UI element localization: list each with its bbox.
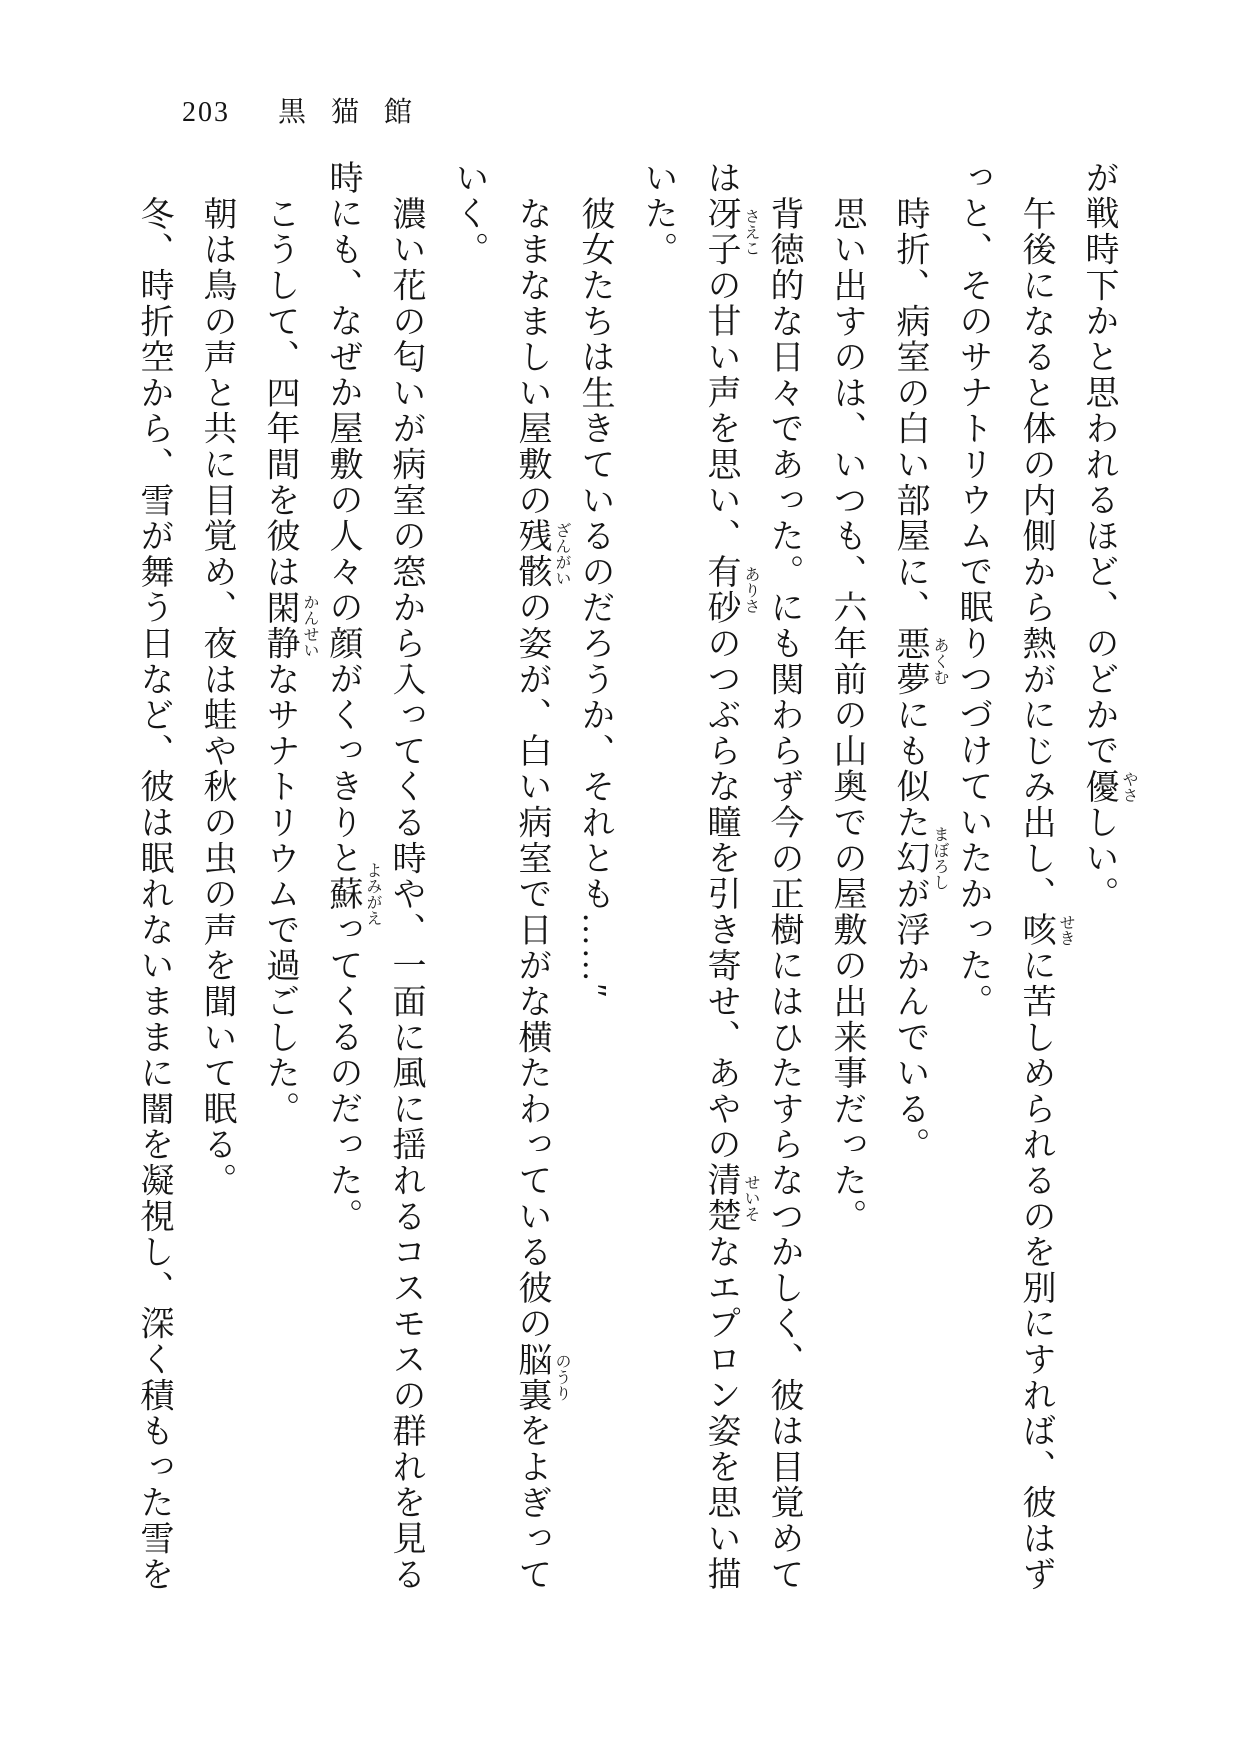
- ruby-base: 悪夢 あくむ: [891, 625, 948, 698]
- vertical-text-block: [116, 160, 1137, 1600]
- ruby-base: 残骸 ざんがい: [513, 518, 570, 590]
- ruby-base: 有砂 ありさ: [702, 553, 759, 626]
- text-column-2: 午後になると体の内側から熱がにじみ出し、咳 せき に苦しめられるのを別にすれば、彼はず: [1017, 196, 1074, 1593]
- text-column-1: が戦時下かと思われるほど、のどかで優 やさ しい。: [1080, 160, 1137, 912]
- furigana: せいそ: [742, 1174, 759, 1223]
- text-column-6: 背徳的な日々であった。にも関わらず今の正樹にはひたすらなつかしく、彼は目覚めて: [765, 196, 802, 1593]
- furigana: のうり: [553, 1353, 570, 1402]
- furigana: ありさ: [742, 565, 759, 614]
- ruby-base: 閑静 かんせい: [261, 589, 318, 662]
- text-column-16: 冬、時折空から、雪が舞う日など、彼は眠れないままに闇を凝視し、深く積もった雪を: [135, 196, 172, 1593]
- ruby-base: 蘇 よみがえ: [324, 861, 381, 926]
- text-column-4: 時折、病室の白い部屋に、悪夢 あくむ にも似た幻 まぼろし が浮かんでいる。: [891, 196, 948, 1163]
- text-column-10: なまなましい屋敷の残骸 ざんがい の姿が、白い病室で日がな横たわっている彼の脳裏 のうり をよぎって: [513, 196, 570, 1593]
- text-column-5: 思い出すのは、いつも、六年前の山奥での屋敷の出来事だった。: [828, 196, 865, 1235]
- text-column-11: いく。: [450, 160, 487, 268]
- furigana: やさ: [1120, 770, 1137, 803]
- running-title: 黒猫館: [278, 97, 438, 128]
- ruby-base: 幻 まぼろし: [891, 826, 948, 891]
- furigana: さえこ: [742, 207, 759, 256]
- text-column-12: 濃い花の匂いが病室の窓から入ってくる時や、一面に風に揺れるコスモスの群れを見る: [387, 196, 424, 1593]
- text-column-14: こうして、四年間を彼は閑静 かんせい なサナトリウムで過ごした。: [261, 196, 318, 1127]
- text-column-8: いた。: [639, 160, 676, 268]
- furigana: あくむ: [931, 637, 948, 686]
- furigana: よみがえ: [364, 861, 381, 926]
- text-column-15: 朝は鳥の声と共に目覚め、夜は蛙や秋の虫の声を聞いて眠る。: [198, 196, 235, 1199]
- ruby-base: 清楚 せいそ: [702, 1162, 759, 1235]
- ruby-base: 咳 せき: [1017, 912, 1074, 948]
- text-column-7: は冴子 さえこ の甘い声を思い、有砂 ありさ のつぶらな瞳を引き寄せ、あやの清楚 せいそ なエプロン姿を思い描: [702, 160, 759, 1593]
- ruby-base: 優 やさ: [1080, 768, 1137, 805]
- furigana: せき: [1057, 913, 1074, 946]
- furigana: かんせい: [301, 593, 318, 658]
- page-number: 203: [182, 97, 230, 128]
- ruby-base: 冴子 さえこ: [702, 195, 759, 268]
- page-header: [182, 98, 437, 128]
- furigana: まぼろし: [931, 826, 948, 891]
- text-column-13: 時にも、なぜか屋敷の人々の顔がくっきりと蘇 よみがえ ってくるのだった。: [324, 160, 381, 1235]
- text-column-9: 彼女たちは生きているのだろうか、それとも……″: [576, 196, 613, 1000]
- text-column-3: っと、そのサナトリウムで眠りつづけていたかった。: [954, 160, 991, 1020]
- ruby-base: 脳裏 のうり: [513, 1341, 570, 1414]
- furigana: ざんがい: [553, 522, 570, 586]
